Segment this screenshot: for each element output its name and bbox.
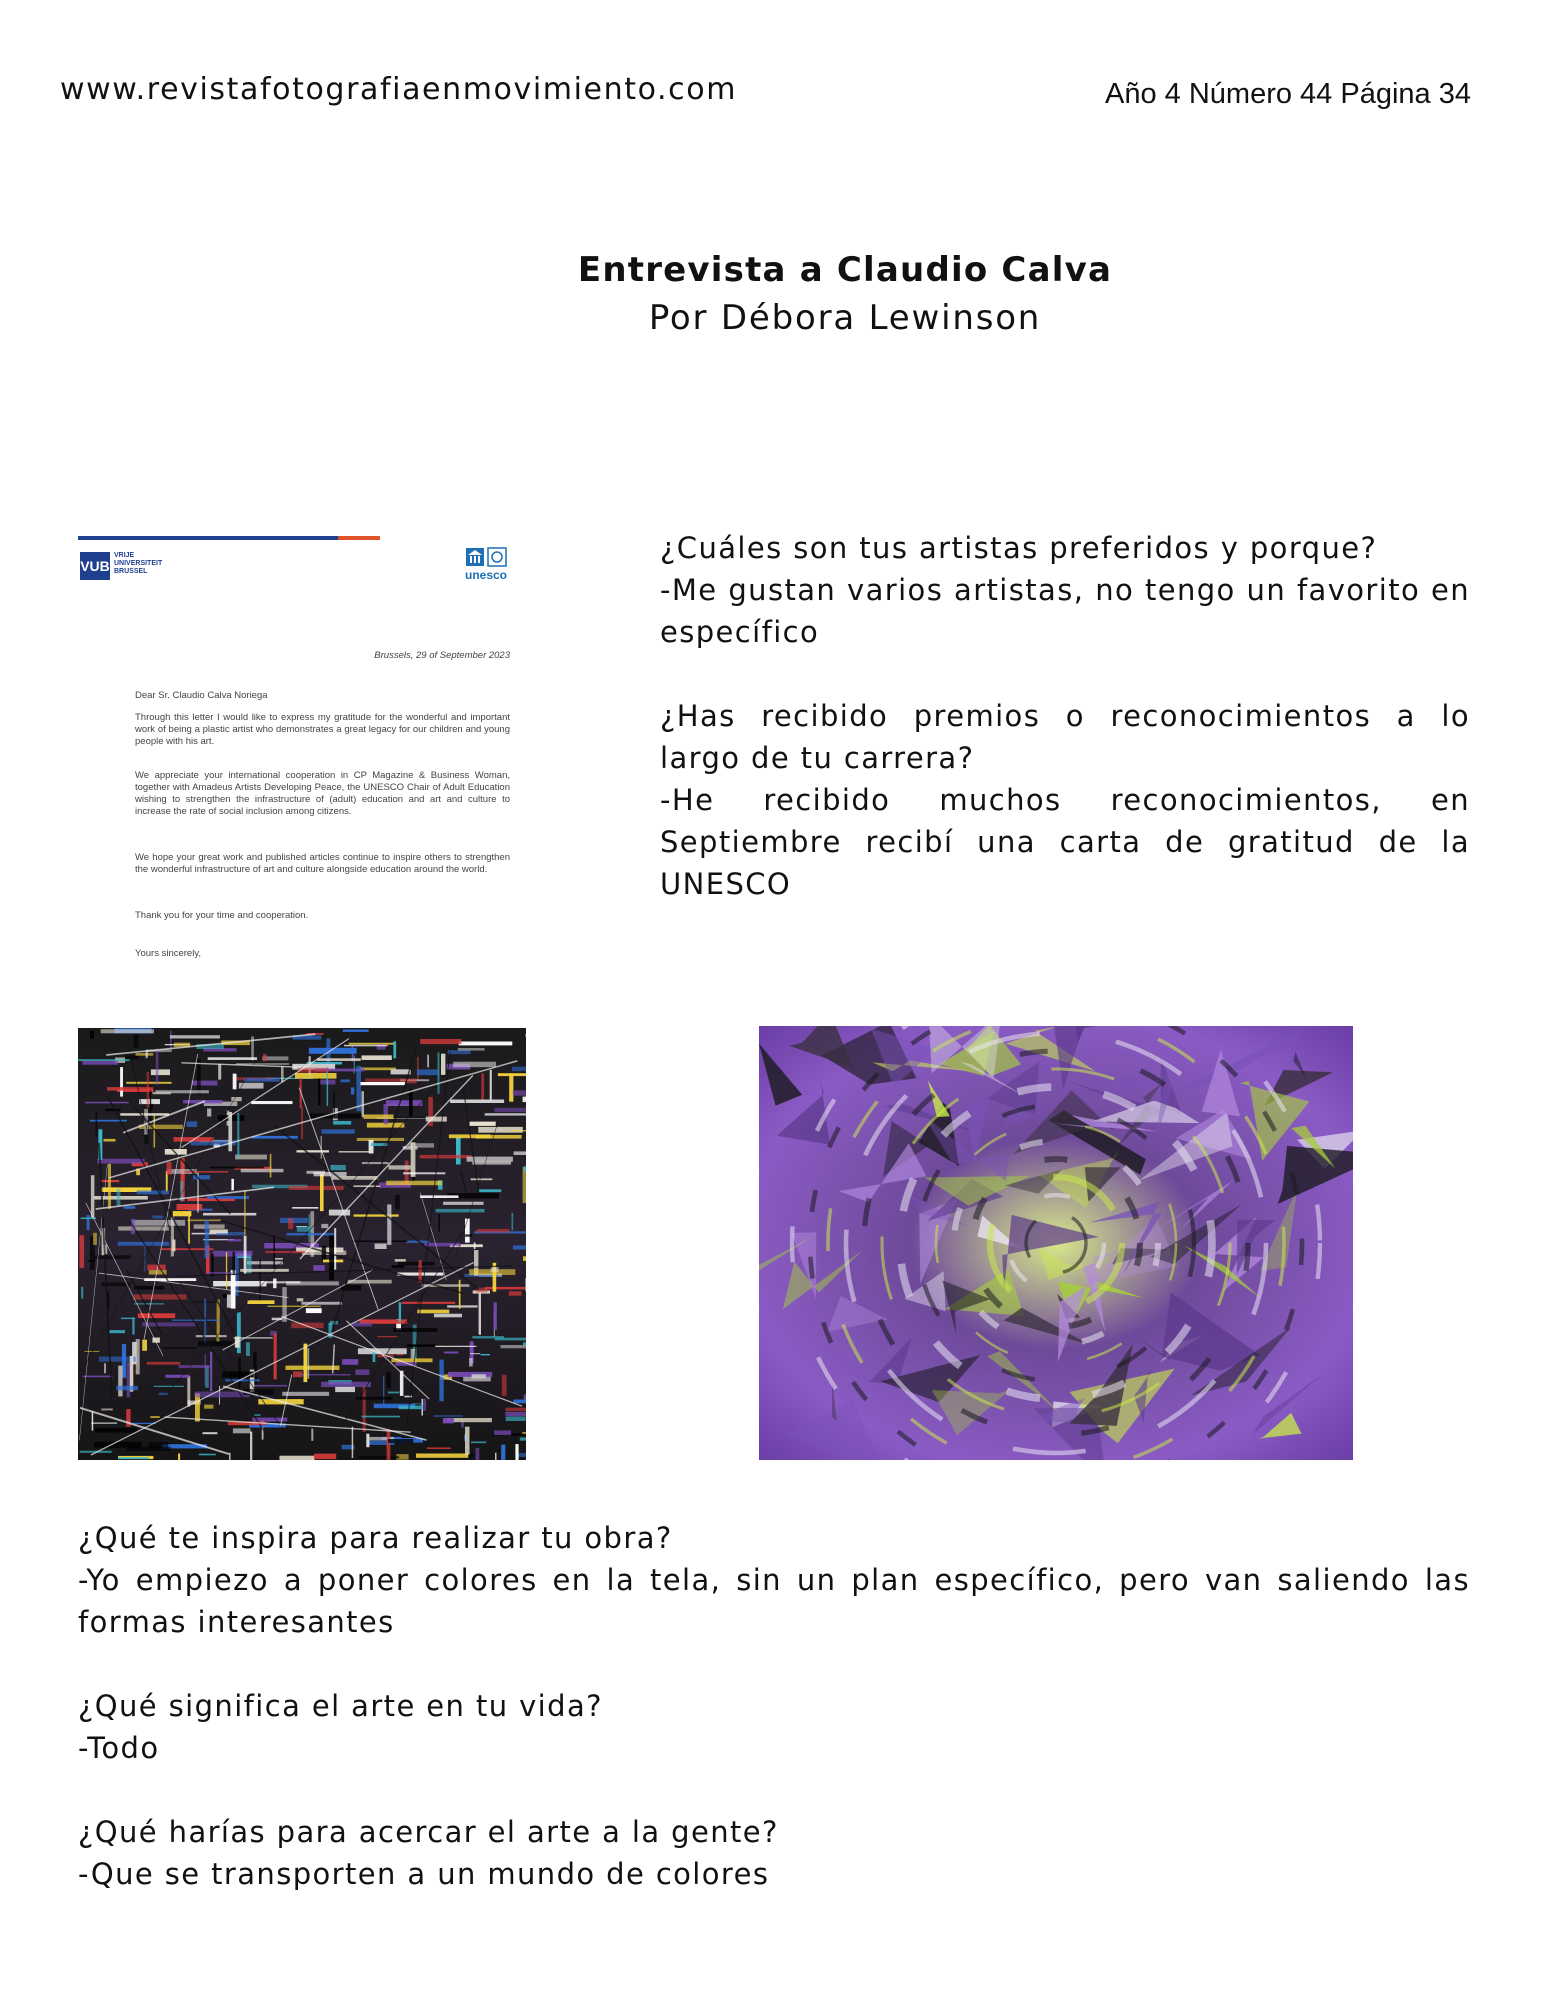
issue-info: Año 4 Número 44 Página 34 bbox=[1105, 78, 1471, 110]
letterhead-blue-bar bbox=[78, 536, 338, 540]
interview-answer: -Todo bbox=[78, 1731, 160, 1765]
painting-abstract-violet bbox=[759, 1026, 1353, 1460]
interview-qa-bottom bbox=[78, 1517, 1470, 1895]
interview-answer: -Yo empiezo a poner colores en la tela, sin un plan específico, pero van saliendo las formas interesantes bbox=[78, 1563, 1470, 1639]
unesco-letter-image bbox=[78, 530, 518, 970]
vub-name-line: UNIVERSITEIT bbox=[114, 560, 163, 567]
letter-salutation: Dear Sr. Claudio Calva Noriega bbox=[135, 690, 268, 701]
interview-answer: -Me gustan varios artistas, no tengo un favorito en específico bbox=[660, 573, 1470, 649]
interview-question: ¿Qué harías para acercar el arte a la gente? bbox=[78, 1815, 779, 1849]
interview-question: ¿Qué significa el arte en tu vida? bbox=[78, 1689, 603, 1723]
article-title: Entrevista a Claudio Calva bbox=[577, 250, 1113, 290]
article-byline: Por Débora Lewinson bbox=[648, 298, 1042, 338]
unesco-label: unesco bbox=[465, 568, 508, 582]
letter-date: Brussels, 29 of September 2023 bbox=[374, 650, 510, 661]
painting-abstract-multicolor bbox=[78, 1028, 526, 1460]
interview-qa-right bbox=[660, 527, 1470, 905]
vub-name-line: VRIJE bbox=[114, 552, 135, 559]
letter-closing: Yours sincerely, bbox=[135, 948, 202, 959]
letter-paragraph: We appreciate your international cooperation in CP Magazine & Business Woman, together with Amadeus Artists Developing Peace, the UNESCO Chair of Adult Education wishing to strengthen the infrastructure of (adult) education and art and culture to increase the rate of social inclusion among citizens. bbox=[135, 770, 510, 817]
interview-answer: -Que se transporten a un mundo de colores bbox=[78, 1857, 770, 1891]
interview-answer: -He recibido muchos reconocimientos, en Septiembre recibí una carta de gratitud de la UNESCO bbox=[660, 783, 1470, 901]
vub-logo: VUB bbox=[80, 552, 110, 580]
letter-paragraph: Through this letter I would like to express my gratitude for the wonderful and important work of being a plastic artist who demonstrates a great legacy for our children and young people with his art. bbox=[135, 712, 510, 747]
letter-thanks: Thank you for your time and cooperation. bbox=[135, 910, 309, 921]
vub-name bbox=[114, 552, 162, 576]
interview-question: ¿Has recibido premios o reconocimientos a lo largo de tu carrera? bbox=[660, 699, 1470, 775]
interview-question: ¿Cuáles son tus artistas preferidos y porque? bbox=[660, 531, 1378, 565]
unesco-logo bbox=[464, 546, 516, 586]
letter-paragraph: We hope your great work and published articles continue to inspire others to strengthen the wonderful infrastructure of art and culture alongside education around the world. bbox=[135, 852, 510, 875]
interview-question: ¿Qué te inspira para realizar tu obra? bbox=[78, 1521, 673, 1555]
site-url: www.revistafotografiaenmovimiento.com bbox=[60, 72, 738, 107]
vub-name-line: BRUSSEL bbox=[114, 568, 148, 575]
letterhead-orange-bar bbox=[338, 536, 380, 540]
